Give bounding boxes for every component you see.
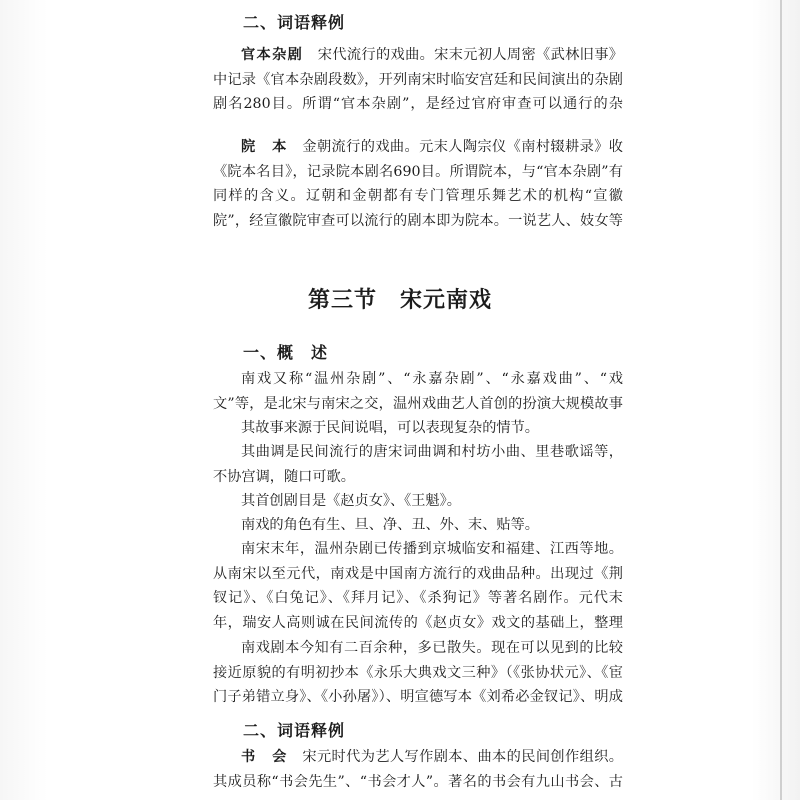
prev-glossary-heading: 二、词语释例: [243, 13, 346, 32]
glossary-term: 书 会: [241, 749, 288, 765]
overview-paragraph: 南戏的角色有生、旦、净、丑、外、末、贴等。: [241, 517, 539, 533]
overview-paragraph: 其首创剧目是《赵贞女》、《王魁》。: [241, 493, 461, 509]
glossary-heading: 二、词语释例: [243, 721, 346, 740]
glossary-term: 官本杂剧: [241, 47, 304, 63]
overview-paragraph: 南戏剧本今知有二百余种，多已散失。现在可以见到的比较接近原貌的有明初抄本《永乐大典戏文三种》（《张协状元》、《宦门子弟错立身》、《小孙屠》）、明宣德写本《刘希必金钗记》、明成: [213, 640, 623, 705]
glossary-term: 院 本: [241, 139, 288, 155]
overview-paragraph: 其曲调是民间流行的唐宋词曲调和村坊小曲、里巷歌谣等，不协宫调，随口可歌。: [213, 444, 623, 485]
glossary-definition: 宋代流行的戏曲。宋末元初人周密《武林旧事》中记录《官本杂剧段数》，开列南宋时临安宫廷和民间演出的杂剧剧名280目。所谓“官本杂剧”，是经过官府审查可以通行的杂: [213, 47, 623, 112]
overview-paragraph: 其故事来源于民间说唱，可以表现复杂的情节。: [241, 420, 539, 436]
page-edge: [780, 0, 782, 800]
glossary-entry-yuanben: [213, 135, 623, 235]
glossary-entry-shuhui: [213, 745, 623, 794]
overview-heading: 一、概 述: [243, 343, 329, 362]
glossary-definition: 金朝流行的戏曲。元末人陶宗仪《南村辍耕录》收《院本名目》，记录院本剧名690目。所谓院本，与“官本杂剧”有同样的含义。辽朝和金朝都有专门管理乐舞艺术的机构“宣徽院”，经宣徽院审查可以流行的剧本即为院本。一说艺人、妓女等: [213, 139, 623, 229]
overview-paragraph: 南戏又称“温州杂剧”、“永嘉杂剧”、“永嘉戏曲”、“戏文”等，是北宋与南宋之交，温州戏曲艺人首创的扮演大规模故事: [213, 371, 623, 412]
glossary-definition: 宋元时代为艺人写作剧本、曲本的民间创作组织。其成员称“书会先生”、“书会才人”。著名的书会有九山书会、古: [213, 749, 623, 790]
chapter-title: 第三节 宋元南戏: [307, 288, 492, 313]
glossary-entry-guanben: [213, 43, 623, 117]
overview-paragraph: 南宋末年，温州杂剧已传播到京城临安和福建、江西等地。从南宋以至元代，南戏是中国南方流行的戏曲品种。出现过《荆钗记》、《白兔记》、《拜月记》、《杀狗记》等著名剧作。元代末年，瑞安人高则诚在民间流传的《赵贞女》戏文的基础上，整理: [213, 541, 623, 631]
